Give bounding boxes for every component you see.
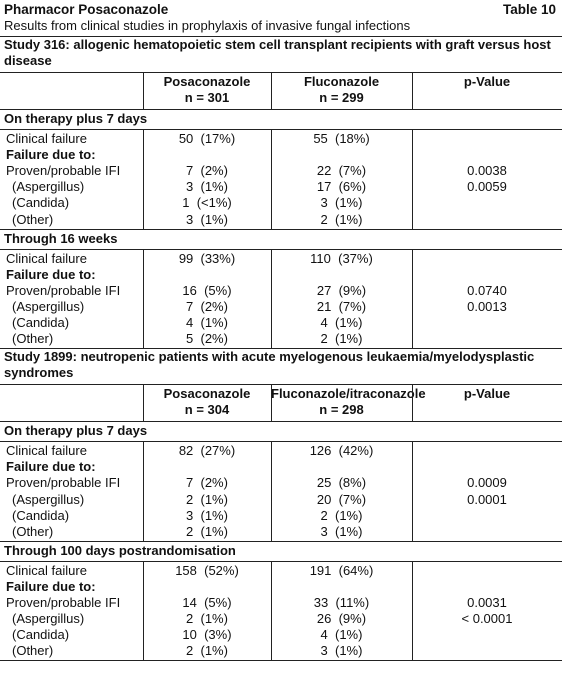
cell-p-value: 0.0038: [467, 163, 507, 179]
row-label: (Aspergillus): [12, 298, 85, 314]
vertical-rule: [143, 384, 144, 421]
cell-value-treatment: 7 (2%): [186, 163, 228, 179]
cell-value-treatment: 3 (1%): [186, 211, 228, 227]
column-header-treatment: Posaconazole: [163, 74, 251, 89]
document-title: Pharmacor Posaconazole: [4, 2, 169, 17]
row-label: (Candida): [12, 627, 70, 643]
cell-value-treatment: 5 (2%): [186, 331, 228, 347]
cell-value-comparator: 2 (1%): [320, 331, 363, 347]
row-label: Clinical failure: [6, 443, 87, 459]
section-title: Through 100 days postrandomisation: [4, 542, 236, 558]
cell-value-comparator: 4 (1%): [320, 627, 363, 643]
cell-value-comparator: 17 (6%): [316, 179, 367, 195]
cell-value-comparator: 3 (1%): [320, 195, 363, 211]
column-header-comparator: n = 299: [319, 90, 364, 105]
cell-value-comparator: 55 (18%): [313, 131, 370, 146]
vertical-rule: [271, 249, 272, 349]
cell-value-comparator: 33 (11%): [313, 595, 370, 610]
row-label: Proven/probable IFI: [6, 282, 121, 298]
cell-value-comparator: 26 (9%): [316, 611, 367, 627]
row-label: Proven/probable IFI: [6, 595, 121, 610]
cell-p-value: < 0.0001: [461, 611, 513, 627]
cell-value-treatment: 3 (1%): [186, 179, 228, 195]
cell-value-comparator: 25 (8%): [316, 475, 367, 491]
vertical-rule: [412, 249, 413, 349]
column-header-treatment: Posaconazole: [163, 386, 251, 402]
horizontal-rule: [0, 660, 562, 661]
row-label: Clinical failure: [6, 250, 87, 266]
cell-p-value: 0.0001: [467, 491, 507, 507]
cell-value-treatment: 2 (1%): [186, 611, 228, 627]
column-header-treatment: n = 301: [184, 90, 230, 105]
vertical-rule: [271, 72, 272, 109]
row-label: Proven/probable IFI: [6, 163, 121, 179]
horizontal-rule: [0, 421, 562, 422]
row-label: Failure due to:: [6, 147, 96, 163]
cell-value-comparator: 21 (7%): [316, 298, 367, 314]
vertical-rule: [271, 384, 272, 421]
vertical-rule: [143, 129, 144, 229]
vertical-rule: [143, 561, 144, 661]
cell-value-treatment: 1 (<1%): [182, 195, 232, 211]
cell-value-treatment: 14 (5%): [182, 595, 232, 610]
cell-p-value: 0.0009: [467, 475, 507, 491]
cell-p-value: 0.0059: [467, 179, 507, 195]
row-label: (Candida): [12, 315, 70, 330]
vertical-rule: [143, 249, 144, 349]
cell-value-comparator: 27 (9%): [316, 282, 367, 298]
cell-value-treatment: 2 (1%): [186, 643, 228, 659]
row-label: (Aspergillus): [12, 611, 85, 627]
cell-value-treatment: 3 (1%): [186, 507, 228, 523]
cell-value-treatment: 7 (2%): [186, 298, 228, 314]
cell-value-treatment: 10 (3%): [182, 627, 232, 643]
row-label: Clinical failure: [6, 131, 87, 146]
horizontal-rule: [0, 229, 562, 230]
horizontal-rule: [0, 441, 562, 442]
vertical-rule: [271, 561, 272, 661]
cell-p-value: 0.0031: [467, 595, 507, 610]
vertical-rule: [143, 72, 144, 109]
cell-value-comparator: 3 (1%): [320, 643, 363, 659]
vertical-rule: [412, 384, 413, 421]
section-title: On therapy plus 7 days: [4, 111, 148, 126]
cell-value-comparator: 191 (64%): [309, 562, 374, 578]
horizontal-rule: [0, 129, 562, 130]
row-label: (Other): [12, 643, 54, 659]
horizontal-rule: [0, 541, 562, 542]
vertical-rule: [271, 129, 272, 229]
vertical-rule: [271, 441, 272, 541]
horizontal-rule: [0, 249, 562, 250]
column-header-comparator: Fluconazole/itraconazole: [271, 386, 426, 402]
cell-value-comparator: 126 (42%): [309, 443, 374, 459]
cell-value-comparator: 2 (1%): [320, 211, 363, 227]
cell-value-treatment: 2 (1%): [186, 491, 228, 507]
row-label: Clinical failure: [6, 562, 87, 578]
cell-value-comparator: 20 (7%): [316, 491, 367, 507]
column-header-comparator: Fluconazole: [303, 74, 380, 89]
vertical-rule: [143, 441, 144, 541]
table-header: [4, 2, 556, 18]
table-label: Table 10: [502, 2, 556, 17]
section-title: On therapy plus 7 days: [4, 423, 148, 439]
cell-value-treatment: 99 (33%): [178, 250, 236, 266]
row-label: Failure due to:: [6, 578, 96, 594]
column-header-p-value: p-Value: [463, 386, 511, 402]
row-label: (Candida): [12, 507, 70, 523]
cell-value-treatment: 7 (2%): [186, 475, 228, 491]
row-label: (Candida): [12, 195, 70, 211]
cell-value-comparator: 3 (1%): [320, 523, 363, 539]
vertical-rule: [412, 72, 413, 109]
horizontal-rule: [0, 384, 562, 385]
cell-p-value: 0.0013: [467, 298, 507, 314]
row-label: (Other): [12, 331, 54, 347]
column-header-comparator: n = 298: [319, 402, 364, 418]
row-label: (Aspergillus): [12, 491, 85, 507]
row-label: Failure due to:: [6, 459, 96, 475]
vertical-rule: [412, 441, 413, 541]
row-label: (Other): [12, 523, 54, 539]
row-label: (Other): [12, 211, 54, 227]
vertical-rule: [412, 561, 413, 661]
cell-value-treatment: 82 (27%): [178, 443, 236, 459]
column-header-treatment: n = 304: [184, 402, 230, 418]
cell-value-comparator: 4 (1%): [320, 315, 363, 330]
horizontal-rule: [0, 561, 562, 562]
study-title: Study 316: allogenic hematopoietic stem cell transplant recipients with graft versus host disease: [4, 37, 551, 68]
row-label: Proven/probable IFI: [6, 475, 121, 491]
table-subtitle: Results from clinical studies in prophylaxis of invasive fungal infections: [4, 18, 411, 33]
study-title: Study 1899: neutropenic patients with acute myelogenous leukaemia/myelodysplastic syndromes: [4, 349, 535, 381]
cell-value-comparator: 2 (1%): [320, 507, 363, 523]
vertical-rule: [412, 129, 413, 229]
cell-value-comparator: 22 (7%): [316, 163, 367, 179]
column-header-p-value: p-Value: [463, 74, 511, 89]
section-title: Through 16 weeks: [4, 230, 118, 246]
row-label: (Aspergillus): [12, 179, 85, 195]
cell-value-treatment: 158 (52%): [175, 562, 239, 578]
cell-value-comparator: 110 (37%): [310, 250, 373, 266]
cell-value-treatment: 50 (17%): [178, 131, 236, 146]
cell-value-treatment: 16 (5%): [182, 282, 232, 298]
horizontal-rule: [0, 109, 562, 110]
cell-value-treatment: 4 (1%): [186, 315, 228, 330]
horizontal-rule: [0, 72, 562, 73]
cell-p-value: 0.0740: [467, 282, 507, 298]
row-label: Failure due to:: [6, 266, 96, 282]
cell-value-treatment: 2 (1%): [186, 523, 228, 539]
